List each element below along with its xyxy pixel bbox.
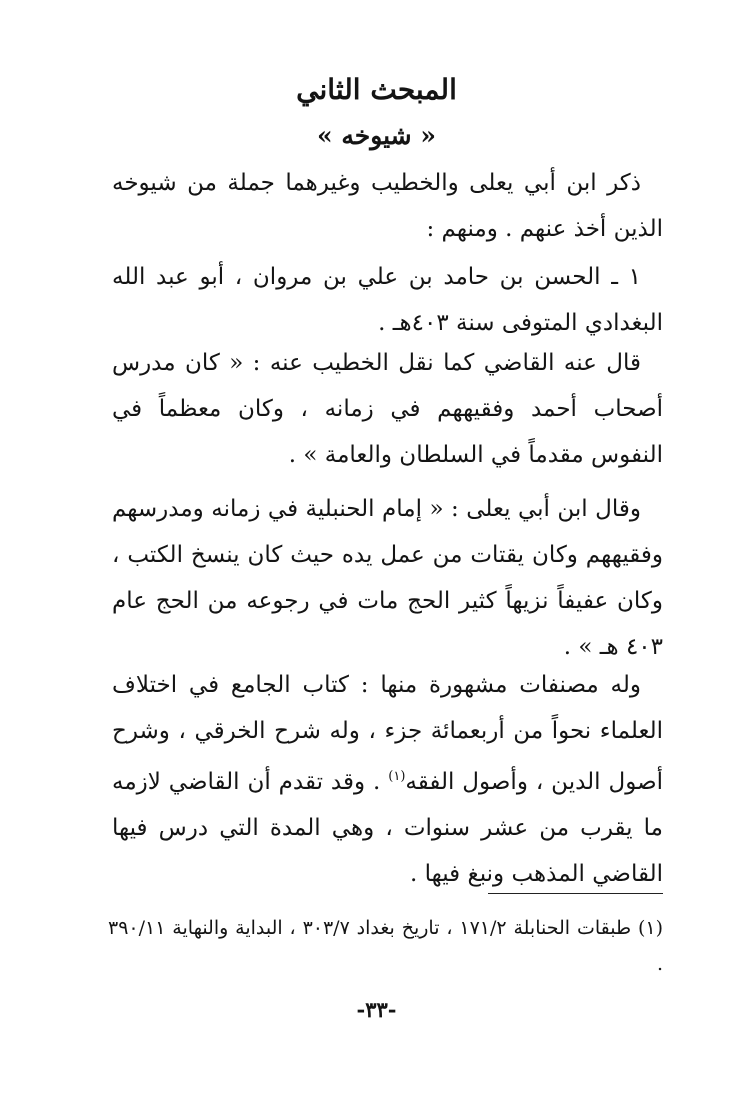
paragraph-text: قال عنه القاضي كما نقل الخطيب عنه : « كان مدرس أصحاب أحمد وفقيههم في زمانه ، وكان معظماً في النفوس مقدماً في السلطان والعامة » . (112, 350, 663, 468)
paragraph-khatib-quote (112, 340, 663, 478)
paragraph-works (112, 662, 663, 897)
footnote-reference: (١) (388, 769, 406, 784)
paragraph-text: ذكر ابن أبي يعلى والخطيب وغيرهما جملة من شيوخه الذين أخذ عنهم . ومنهم : (112, 170, 663, 242)
section-subtitle: « شيوخه » (317, 121, 436, 150)
paragraph-text-part: . وقد تقدم أن القاضي لازمه ما يقرب من عشر سنوات ، وهي المدة التي درس فيها القاضي المذهب ونبغ فيها . (112, 769, 663, 887)
paragraph-text (112, 662, 663, 897)
footnote-separator (488, 893, 663, 894)
paragraph-abi-yala-quote (112, 486, 663, 670)
paragraph-intro (112, 160, 663, 252)
footnote: (١) طبقات الحنابلة ١٧١/٢ ، تاريخ بغداد ٣٠٣/٧ ، البداية والنهاية ٣٩٠/١١ . (108, 917, 663, 975)
paragraph-sheikh-entry (112, 254, 663, 346)
paragraph-text: وقال ابن أبي يعلى : « إمام الحنبلية في زمانه ومدرسهم وفقيههم وكان يقتات من عمل يده حيث كان ينسخ الكتب ، وكان عفيفاً نزيهاً كثير الحج مات في رجوعه من الحج عام ٤٠٣ هـ » . (112, 496, 663, 660)
section-title: المبحث الثاني (296, 73, 457, 106)
page-number: -٣٣- (356, 997, 397, 1022)
paragraph-text-part: وله مصنفات مشهورة منها : كتاب الجامع في اختلاف العلماء نحواً من أربعمائة جزء ، وله شرح الخرقي ، وشرح أصول الدين ، وأصول الفقه (112, 672, 663, 795)
paragraph-text: ١ ـ الحسن بن حامد بن علي بن مروان ، أبو عبد الله البغدادي المتوفى سنة ٤٠٣هـ . (112, 264, 663, 336)
